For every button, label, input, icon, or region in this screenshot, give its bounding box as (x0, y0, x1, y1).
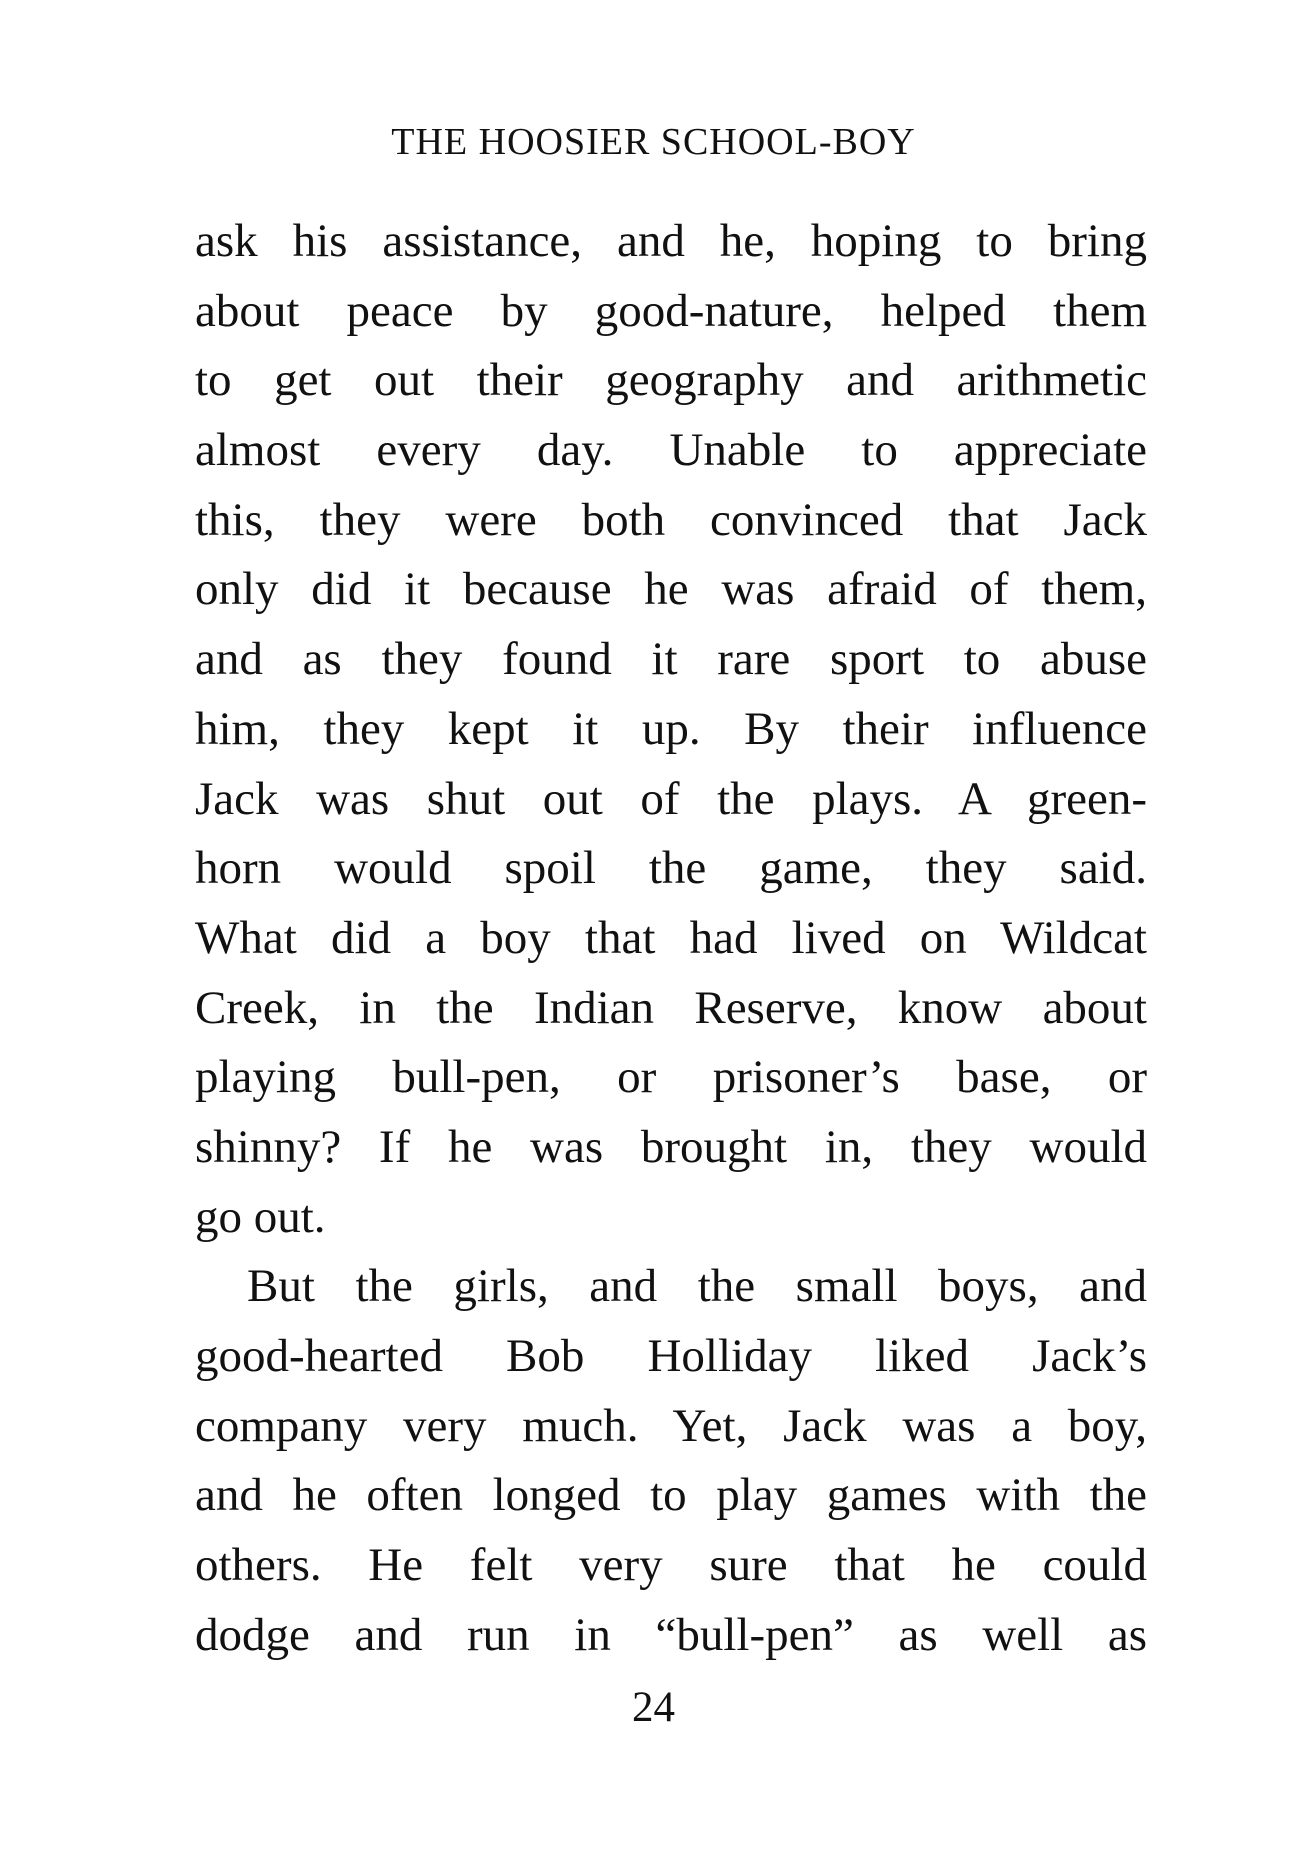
text-line: playing bull-pen, or prisoner’s base, or (195, 1051, 1147, 1104)
paragraph-first-line: But the girls, and the small boys, and (247, 1260, 1147, 1313)
page-number: 24 (632, 1684, 675, 1731)
text-line: Jack was shut out of the plays. A green- (195, 772, 1147, 825)
paragraph-end-line: go out. (195, 1190, 326, 1243)
text-line: only did it because he was afraid of them, (195, 563, 1147, 616)
text-line: this, they were both convinced that Jack (195, 493, 1147, 546)
text-line: to get out their geography and arithmetic (195, 354, 1147, 407)
text-line: company very much. Yet, Jack was a boy, (195, 1399, 1147, 1452)
text-line: almost every day. Unable to appreciate (195, 424, 1147, 477)
text-line: Creek, in the Indian Reserve, know about (195, 981, 1147, 1034)
text-line: shinny? If he was brought in, they would (195, 1120, 1147, 1173)
text-line: others. He felt very sure that he could (195, 1539, 1147, 1592)
text-line: good-hearted Bob Holliday liked Jack’s (195, 1330, 1147, 1382)
text-line: and he often longed to play games with the (195, 1469, 1147, 1522)
body-text (195, 207, 1147, 1670)
text-line: him, they kept it up. By their influence (195, 702, 1147, 755)
running-head: THE HOOSIER SCHOOL-BOY (391, 121, 916, 163)
text-line: ask his assistance, and he, hoping to bring (195, 215, 1147, 267)
text-line: about peace by good-nature, helped them (195, 284, 1147, 337)
text-line: dodge and run in “bull-pen” as well as (195, 1608, 1147, 1661)
text-line: and as they found it rare sport to abuse (195, 633, 1147, 686)
text-line: What did a boy that had lived on Wildcat (195, 911, 1147, 964)
text-line: horn would spoil the game, they said. (195, 842, 1147, 895)
